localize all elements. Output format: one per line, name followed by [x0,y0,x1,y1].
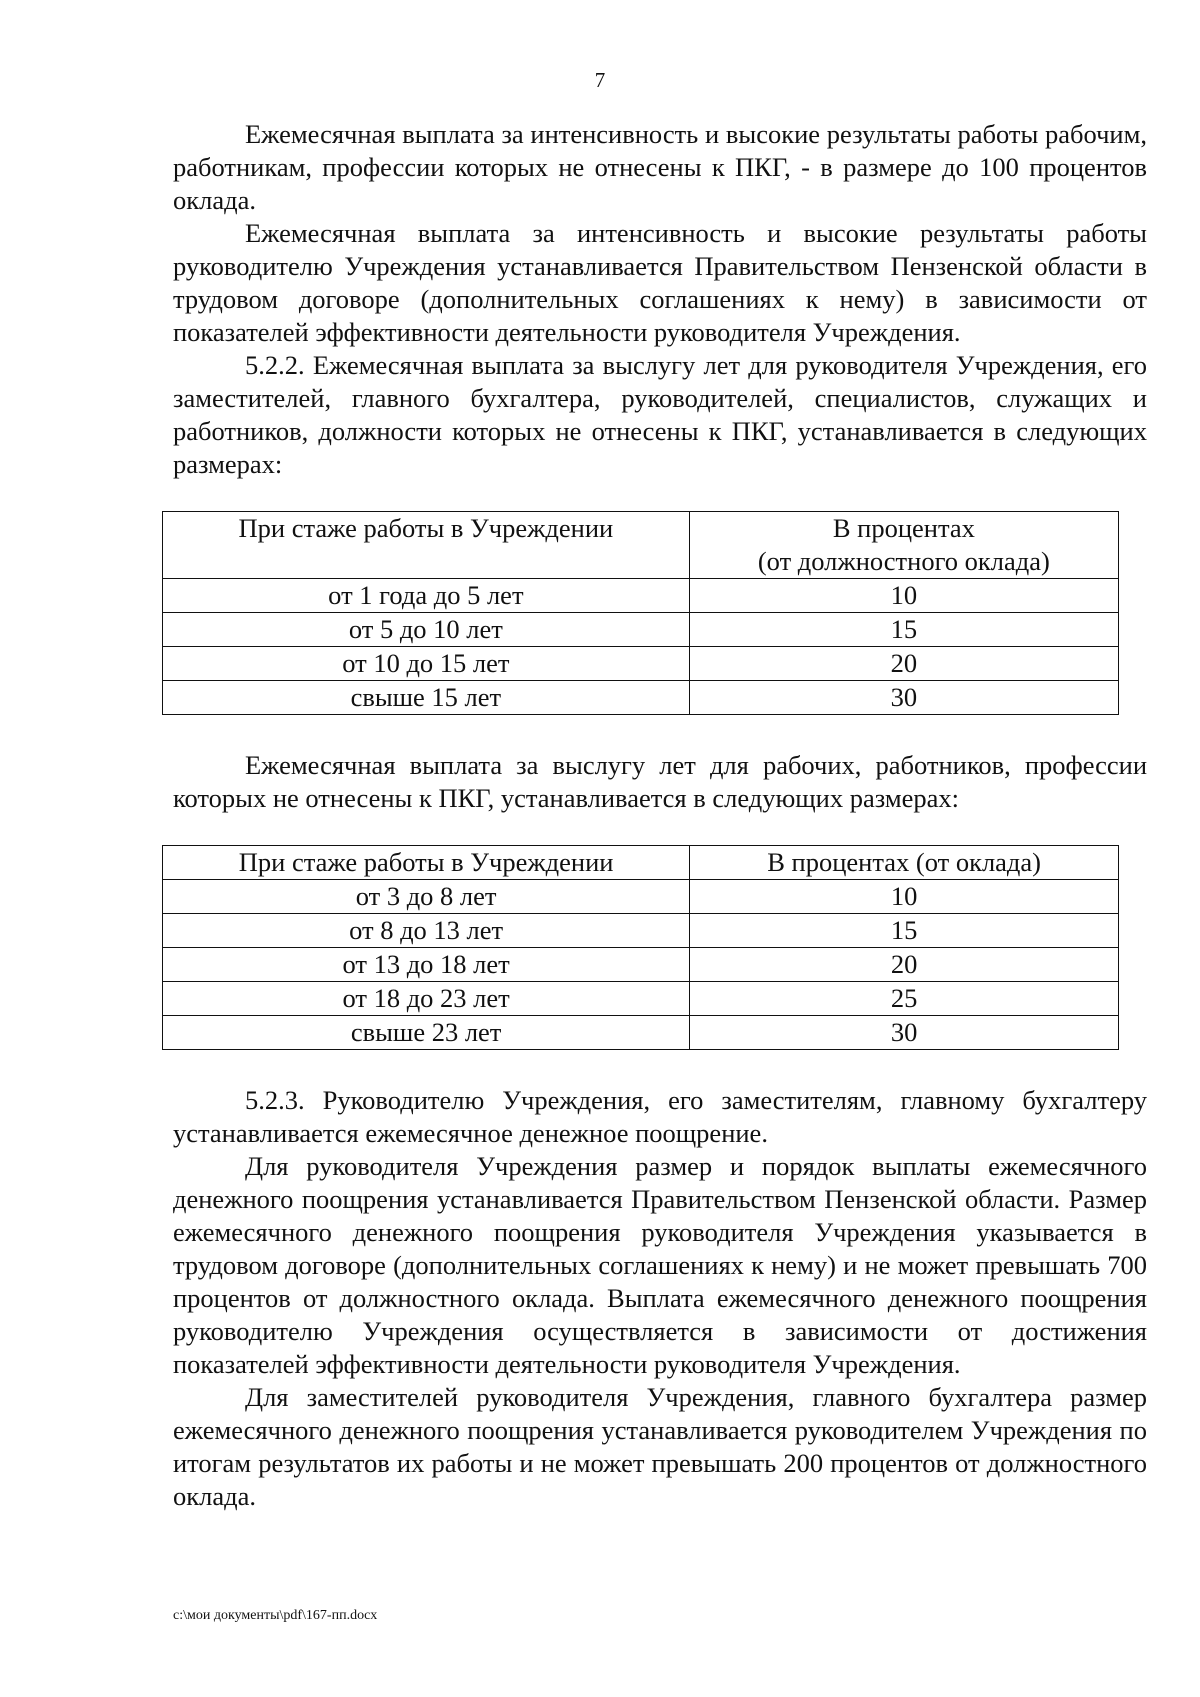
table-cell-period: свыше 23 лет [163,1016,690,1050]
table-row [163,647,1119,681]
table-cell-period: свыше 15 лет [163,681,690,715]
table-row [163,948,1119,982]
table-cell-percent: 10 [690,880,1119,914]
table-cell-period: от 13 до 18 лет [163,948,690,982]
table-row [163,579,1119,613]
table-cell-period: от 3 до 8 лет [163,880,690,914]
table-cell-percent: 20 [690,948,1119,982]
table-header-period: При стаже работы в Учреждении [163,846,690,880]
table-header-row [163,846,1119,880]
table-header-percent-line1: В процентах [832,513,975,543]
table-header-percent [689,512,1118,579]
table-cell-period: от 8 до 13 лет [163,914,690,948]
footer-file-path: c:\мои документы\pdf\167-пп.docx [173,1608,378,1623]
paragraph-intensity-head: Ежемесячная выплата за интенсивность и высокие результаты работы руководителю Учреждения устанавливается Правительством Пензенской области в трудовом договоре (дополнительных соглашениях к нему) в зависимости от показателей эффективности деятельности руководителя Учреждения. [173,218,1147,347]
table-cell-percent: 20 [689,647,1118,681]
table-header-period: При стаже работы в Учреждении [163,512,690,579]
seniority-table-managers [162,511,1119,715]
paragraph-bonus-head: Для руководителя Учреждения размер и порядок выплаты ежемесячного денежного поощрения устанавливается Правительством Пензенской области. Размер ежемесячного денежного поощрения руководителя Учреждения указывается в трудовом договоре (дополнительных соглашениях к нему) и не может превышать 700 процентов от должностного оклада. Выплата ежемесячного денежного поощрения руководителю Учреждения осуществляется в зависимости от достижения показателей эффективности деятельности руководителя Учреждения. [173,1151,1147,1379]
table-row [163,880,1119,914]
table-cell-percent: 15 [690,914,1119,948]
table-row [163,613,1119,647]
table-cell-period: от 10 до 15 лет [163,647,690,681]
table-cell-percent: 30 [689,681,1118,715]
paragraph-bonus-intro: 5.2.3. Руководителю Учреждения, его заместителям, главному бухгалтеру устанавливается ежемесячное денежное поощрение. [173,1085,1147,1148]
paragraph-seniority-intro: 5.2.2. Ежемесячная выплата за выслугу лет для руководителя Учреждения, его заместителей, главного бухгалтера, руководителей, специалистов, служащих и работников, должности которых не отнесены к ПКГ, устанавливается в следующих размерах: [173,350,1147,479]
table-row [163,1016,1119,1050]
page-number: 7 [594,68,606,92]
table-row [163,914,1119,948]
table-cell-period: от 1 года до 5 лет [163,579,690,613]
table-header-percent: В процентах (от оклада) [690,846,1119,880]
table-cell-percent: 25 [690,982,1119,1016]
table-cell-percent: 15 [689,613,1118,647]
table-cell-percent: 30 [690,1016,1119,1050]
table-cell-period: от 5 до 10 лет [163,613,690,647]
table-header-row [163,512,1119,579]
table-row [163,681,1119,715]
table-header-percent-line2: (от должностного оклада) [757,546,1050,576]
table-cell-percent: 10 [689,579,1118,613]
paragraph-bonus-deputies: Для заместителей руководителя Учреждения, главного бухгалтера размер ежемесячного денежного поощрения устанавливается руководителем Учреждения по итогам результатов их работы и не может превышать 200 процентов от должностного оклада. [173,1382,1147,1511]
paragraph-intensity-workers: Ежемесячная выплата за интенсивность и высокие результаты работы рабочим, работникам, профессии которых не отнесены к ПКГ, - в размере до 100 процентов оклада. [173,119,1147,215]
paragraph-seniority-workers: Ежемесячная выплата за выслугу лет для рабочих, работников, профессии которых не отнесены к ПКГ, устанавливается в следующих размерах: [173,750,1147,813]
table-cell-period: от 18 до 23 лет [163,982,690,1016]
seniority-table-workers [162,845,1119,1050]
table-row [163,982,1119,1016]
document-body [173,118,1147,1513]
